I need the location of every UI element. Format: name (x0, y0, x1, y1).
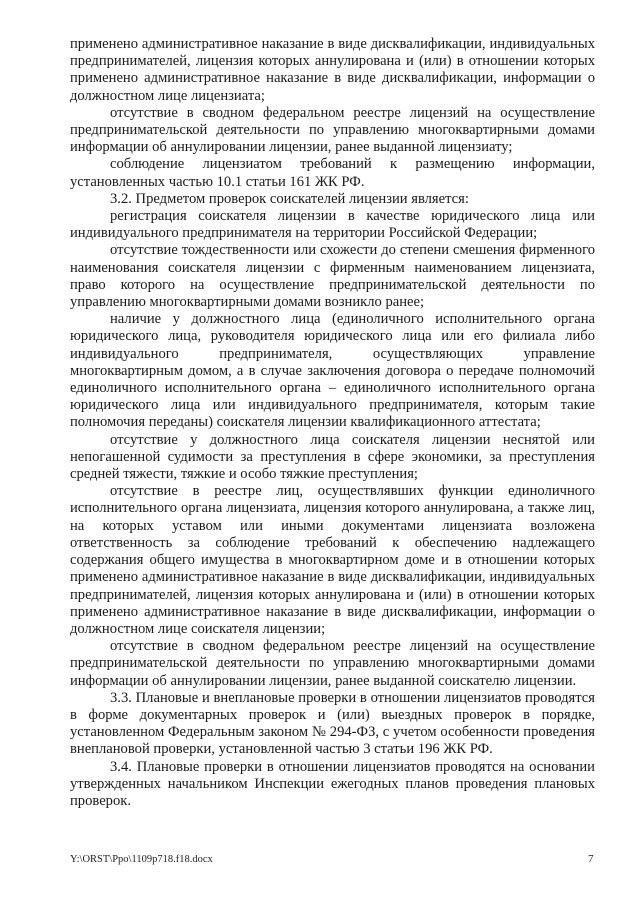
section-heading-3-2: 3.2. Предметом проверок соискателей лицензии является: (110, 190, 469, 207)
paragraph: отсутствие в сводном федеральном реестре лицензий на осуществление предпринимательской деятельности по управлению многоквартирными домами информации об аннулировании лицензии, ранее выданной соискателю лицензии. (70, 638, 595, 689)
section-3-4: 3.4. Плановые проверки в отношении лицензиатов проводятся на основании утвержденных начальником Инспекции ежегодных планов проведения плановых проверок. (70, 758, 595, 809)
section-3-3: 3.3. Плановые и внеплановые проверки в отношении лицензиатов проводятся в форме документарных проверок и (или) выездных проверок в порядке, установленном Федеральным законом № 294-ФЗ, с учетом особенности проведения внеплановой проверки, установленной частью 3 статьи 196 ЖК РФ. (70, 689, 595, 758)
footer-file-path: Y:\ORST\Ppo\1109p718.f18.docx (70, 854, 213, 865)
paragraph: отсутствие в сводном федеральном реестре лицензий на осуществление предпринимательской деятельности по управлению многоквартирными домами информации об аннулировании лицензии, ранее выданной лицензиату; (70, 104, 595, 156)
page-number: 7 (588, 853, 594, 865)
paragraph: отсутствие тождественности или схожести до степени смешения фирменного наименования соискателя лицензии с фирменным наименованием лицензиата, право которого на осуществление предпринимательской деятельности по управлению многоквартирными домами возникло ранее; (70, 242, 595, 311)
paragraph: соблюдение лицензиатом требований к размещению информации, установленных частью 10.1 статьи 161 ЖК РФ. (70, 156, 595, 190)
paragraph: отсутствие в реестре лиц, осуществлявших функции единоличного исполнительного органа лицензиата, лицензия которого аннулирована, а также лиц, на которых уставом или иными документами лицензиата возложена ответственность за соблюдение требований к обеспечению надлежащего содержания общего имущества в многоквартирном доме и в отношении которых применено административное наказание в виде дисквалификации, индивидуальных предпринимателей, лицензия которых аннулирована и (или) в отношении которых применено административное наказание в виде дисквалификации, информации о должностном лице соискателя лицензии; (70, 483, 595, 637)
document-body (70, 36, 595, 810)
paragraph: отсутствие у должностного лица соискателя лицензии неснятой или непогашенной судимости за преступления в сфере экономики, за преступления средней тяжести, тяжкие и особо тяжкие преступления; (70, 431, 595, 483)
paragraph: применено административное наказание в виде дисквалификации, индивидуальных предпринимателей, лицензия которых аннулирована и (или) в отношении которых применено административное наказание в виде дисквалификации, информации о должностном лице лицензиата; (70, 36, 595, 104)
paragraph: регистрация соискателя лицензии в качестве юридического лица или индивидуального предпринимателя на территории Российской Федерации; (70, 208, 595, 242)
paragraph: наличие у должностного лица (единоличного исполнительного органа юридического лица, руководителя юридического лица или его филиала либо индивидуального предпринимателя, осуществляющих управление многоквартирным домом, а в случае заключения договора о передаче полномочий единоличного исполнительного органа – единоличного исполнительного органа юридического лица или индивидуального предпринимателя, которым такие полномочия переданы) соискателя лицензии квалификационного аттестата; (70, 311, 595, 431)
